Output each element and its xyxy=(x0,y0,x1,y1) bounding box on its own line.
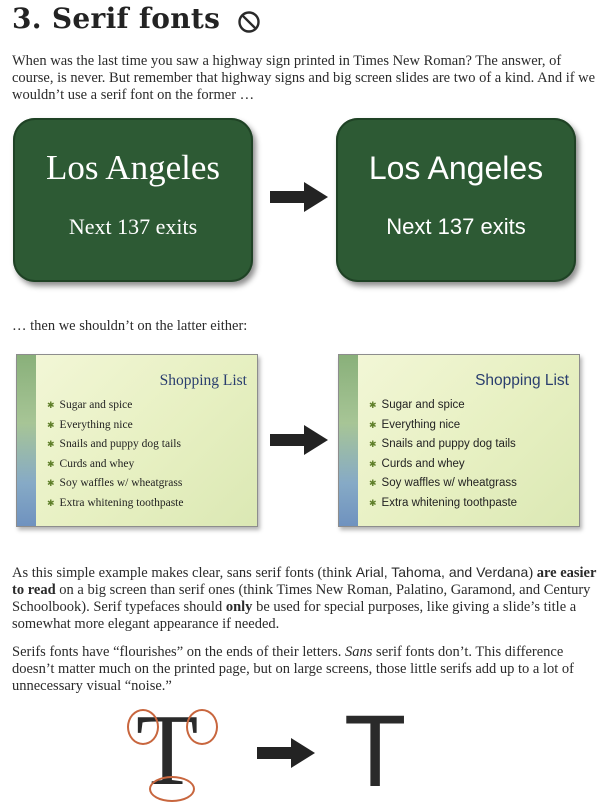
right-arrow-icon xyxy=(270,182,328,212)
intro-paragraph: When was the last time you saw a highway sign printed in Times New Roman? The answer, of course, is never. But remember that highway signs and big screen slides are two of a kind. And if we wouldn’t use a serif font on the former … xyxy=(12,53,596,103)
serif-highlight-circle xyxy=(149,776,195,802)
serif-highway-sign xyxy=(13,118,253,282)
list-item: ✱ Sugar and spice xyxy=(47,399,133,411)
star-bullet-icon: ✱ xyxy=(369,400,377,410)
sans-slide xyxy=(338,354,580,527)
star-bullet-icon: ✱ xyxy=(47,400,55,410)
readability-paragraph: As this simple example makes clear, sans serif fonts (think Arial, Tahoma, and Verdana) are easier to read on a big screen than serif ones (think Times New Roman, Palatino, Garamond, and Century Schoolbook). Serif typefaces should only be used for special purposes, like giving a slide’s title a somewhat more elegant appearance if needed. xyxy=(12,564,597,632)
star-bullet-icon: ✱ xyxy=(369,439,377,449)
no-symbol-icon xyxy=(237,10,261,34)
star-bullet-icon: ✱ xyxy=(369,497,377,508)
star-bullet-icon: ✱ xyxy=(369,419,377,430)
sign-city-sans: Los Angeles xyxy=(368,150,544,186)
sign-exits-sans: Next 137 exits xyxy=(386,214,526,239)
list-item: ✱ Everything nice xyxy=(47,418,133,431)
list-item: ✱ Curds and whey xyxy=(47,457,135,470)
sign-city-serif: Los Angeles xyxy=(45,148,220,187)
emphasis-text: are easier to read xyxy=(12,565,597,598)
star-bullet-icon: ✱ xyxy=(47,497,55,508)
flourish-paragraph: Serifs fonts have “flourishes” on the ends of their letters. Sans serif fonts don’t. This difference doesn’t matter much on the printed page, but on large screens, those little serifs add up to a lot of unnecessary visual “noise.” xyxy=(12,644,575,694)
serif-highlight-circle xyxy=(186,709,218,745)
list-item: ✱ Soy waffles w/ wheatgrass xyxy=(47,477,183,489)
star-bullet-icon: ✱ xyxy=(47,478,55,488)
star-bullet-icon: ✱ xyxy=(47,439,55,449)
star-bullet-icon: ✱ xyxy=(369,478,377,488)
serif-letter-t: T xyxy=(136,694,199,807)
list-item: ✱ Curds and whey xyxy=(369,457,465,470)
slide-stripe xyxy=(339,355,358,526)
star-bullet-icon: ✱ xyxy=(369,458,377,469)
sans-letter-t: T xyxy=(344,694,407,808)
list-item: ✱ Snails and puppy dog tails xyxy=(47,438,181,450)
serif-highlight-circle xyxy=(127,709,159,745)
page-title: 3. Serif fonts xyxy=(12,2,221,35)
list-item: ✱ Soy waffles w/ wheatgrass xyxy=(369,477,517,489)
right-arrow-icon xyxy=(270,425,328,455)
list-item: ✱ Extra whitening toothpaste xyxy=(47,496,184,509)
list-item: ✱ Everything nice xyxy=(369,418,461,431)
slide-stripe xyxy=(17,355,36,526)
star-bullet-icon: ✱ xyxy=(47,419,55,430)
bridge-sentence: … then we shouldn’t on the latter either: xyxy=(12,318,248,334)
list-item: ✱ Snails and puppy dog tails xyxy=(369,438,516,450)
serif-slide xyxy=(16,354,258,527)
slide-title-serif: Shopping List xyxy=(159,372,247,389)
slide-title-sans: Shopping List xyxy=(475,372,569,389)
shopping-list-serif xyxy=(47,399,183,516)
sans-highway-sign xyxy=(336,118,576,282)
list-item: ✱ Extra whitening toothpaste xyxy=(369,496,518,509)
right-arrow-icon xyxy=(257,738,315,768)
star-bullet-icon: ✱ xyxy=(47,458,55,469)
sign-exits-serif: Next 137 exits xyxy=(68,214,198,239)
shopping-list-sans xyxy=(369,399,517,516)
list-item: ✱ Sugar and spice xyxy=(369,399,465,411)
